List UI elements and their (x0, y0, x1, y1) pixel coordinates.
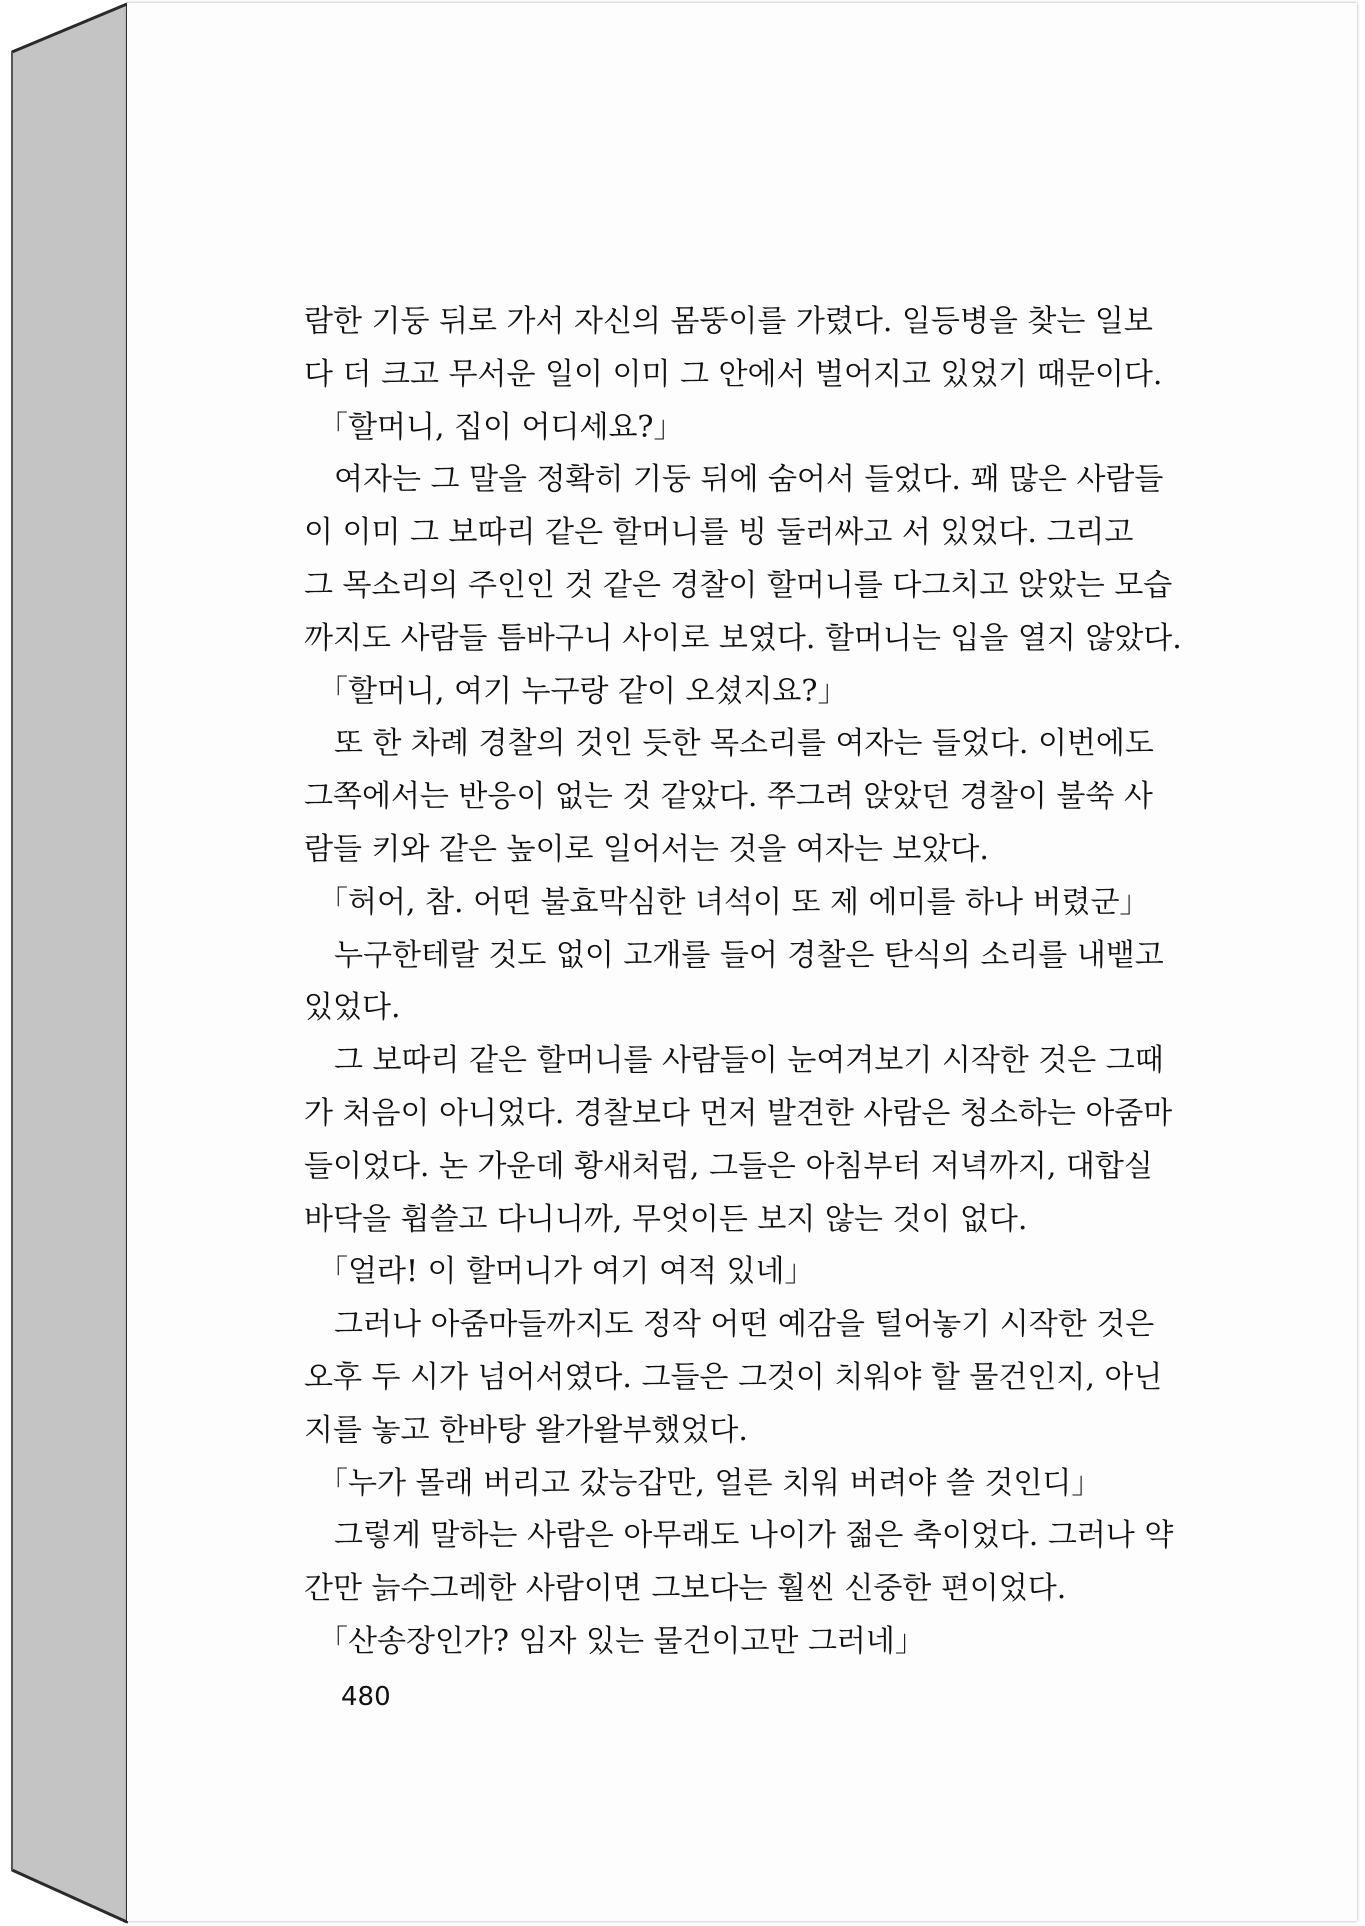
text-line: 그렇게 말하는 사람은 아무래도 나이가 젊은 축이었다. 그러나 약 (334, 1518, 1174, 1553)
text-line: 「누가 몰래 버리고 갔능갑만, 얼른 치워 버려야 쓸 것인디」 (318, 1466, 1102, 1501)
text-line: 누구한테랄 것도 없이 고개를 들어 경찰은 탄식의 소리를 내뱉고 (334, 938, 1164, 973)
text-line: 「할머니, 여기 누구랑 같이 오셨지요?」 (318, 674, 848, 709)
text-line: 이 이미 그 보따리 같은 할머니를 빙 둘러싸고 서 있었다. 그리고 (304, 515, 1134, 550)
text-line: 「얼라! 이 할머니가 여기 여적 있네」 (318, 1254, 815, 1289)
text-line: 또 한 차례 경찰의 것인 듯한 목소리를 여자는 들었다. 이번에도 (334, 726, 1154, 761)
page-number: 480 (341, 1682, 391, 1712)
text-line: 바닥을 휩쓸고 다니니까, 무엇이든 보지 않는 것이 없다. (304, 1202, 1028, 1237)
text-line: 「할머니, 집이 어디세요?」 (318, 410, 684, 445)
text-line: 간만 늙수그레한 사람이면 그보다는 훨씬 신중한 편이었다. (304, 1571, 1067, 1606)
text-line: 그 보따리 같은 할머니를 사람들이 눈여겨보기 시작한 것은 그때 (334, 1043, 1164, 1078)
text-line: 람들 키와 같은 높이로 일어서는 것을 여자는 보았다. (304, 832, 989, 867)
text-line: 다 더 크고 무서운 일이 이미 그 안에서 벌어지고 있었기 때문이다. (304, 357, 1163, 392)
text-line: 그러나 아줌마들까지도 정작 어떤 예감을 털어놓기 시작한 것은 (334, 1307, 1155, 1342)
text-line: 까지도 사람들 틈바구니 사이로 보였다. 할머니는 입을 열지 않았다. (304, 621, 1182, 656)
text-line: 가 처음이 아니었다. 경찰보다 먼저 발견한 사람은 청소하는 아줌마 (304, 1096, 1173, 1131)
text-line: 「허어, 참. 어떤 불효막심한 녀석이 또 제 에미를 하나 버렸군」 (318, 885, 1150, 920)
text-line: 있었다. (304, 990, 401, 1025)
text-line: 그 목소리의 주인인 것 같은 경찰이 할머니를 다그치고 앉았는 모습 (304, 568, 1173, 603)
text-line: 람한 기둥 뒤로 가서 자신의 몸뚱이를 가렸다. 일등병을 찾는 일보 (304, 304, 1153, 339)
text-line: 그쪽에서는 반응이 없는 것 같았다. 쭈그려 앉았던 경찰이 불쑥 사 (304, 779, 1153, 814)
text-line: 들이었다. 논 가운데 황새처럼, 그들은 아침부터 저녁까지, 대합실 (304, 1149, 1153, 1184)
text-line: 여자는 그 말을 정확히 기둥 뒤에 숨어서 들었다. 꽤 많은 사람들 (334, 462, 1164, 497)
text-line: 지를 놓고 한바탕 왈가왈부했었다. (304, 1413, 748, 1448)
text-line: 오후 두 시가 넘어서였다. 그들은 그것이 치워야 할 물건인지, 아닌 (304, 1360, 1163, 1395)
text-line: 「산송장인가? 임자 있는 물건이고만 그러네」 (318, 1624, 925, 1659)
